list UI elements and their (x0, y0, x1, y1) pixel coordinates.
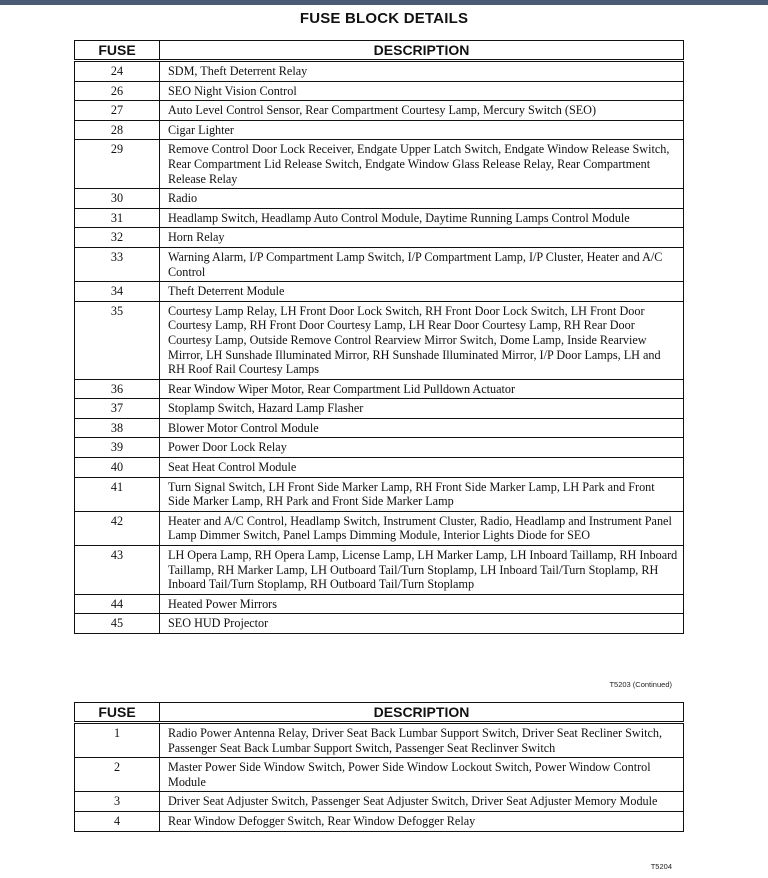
fuse-number: 36 (75, 379, 160, 399)
fuse-number: 39 (75, 438, 160, 458)
fuse-number: 41 (75, 477, 160, 511)
table-row (75, 208, 684, 228)
table-row (75, 811, 684, 831)
fuse-number: 33 (75, 247, 160, 281)
fuse-number: 45 (75, 614, 160, 634)
table-row (75, 614, 684, 634)
fuse-description: Cigar Lighter (160, 120, 684, 140)
fuse-number: 28 (75, 120, 160, 140)
table-row (75, 379, 684, 399)
table-row (75, 101, 684, 121)
fuse-number: 27 (75, 101, 160, 121)
fuse-description: Turn Signal Switch, LH Front Side Marker Lamp, RH Front Side Marker Lamp, LH Park and Front Side Marker Lamp, RH Park and Front Side Marker Lamp (160, 477, 684, 511)
fuse-number: 43 (75, 546, 160, 595)
fuse-number: 35 (75, 301, 160, 379)
table-row (75, 61, 684, 82)
table-row (75, 228, 684, 248)
fuse-description: Radio Power Antenna Relay, Driver Seat Back Lumbar Support Switch, Driver Seat Recliner Switch, Passenger Seat Back Lumbar Support Switch, Passenger Seat Reclinver Switch (160, 723, 684, 758)
column-header-fuse: FUSE (75, 41, 160, 61)
table-2-reference-note: T5204 (650, 862, 672, 871)
fuse-description: Radio (160, 189, 684, 209)
table-row (75, 189, 684, 209)
fuse-description: Stoplamp Switch, Hazard Lamp Flasher (160, 399, 684, 419)
fuse-description: Courtesy Lamp Relay, LH Front Door Lock Switch, RH Front Door Lock Switch, LH Front Door Courtesy Lamp, RH Front Door Courtesy Lamp, LH Rear Door Courtesy Lamp, RH Rear Door Courtesy Lamp, Outside Remove Control Rearview Mirror Switch, Dome Lamp, Inside Rearview Mirror, LH Sunshade Illuminated Mirror, RH Sunshade Illuminated Mirror, I/P Door Lamps, LH and RH Roof Rail Courtesy Lamps (160, 301, 684, 379)
fuse-description: SEO Night Vision Control (160, 81, 684, 101)
fuse-description: Rear Window Wiper Motor, Rear Compartment Lid Pulldown Actuator (160, 379, 684, 399)
table-row (75, 140, 684, 189)
fuse-number: 30 (75, 189, 160, 209)
fuse-description: Auto Level Control Sensor, Rear Compartment Courtesy Lamp, Mercury Switch (SEO) (160, 101, 684, 121)
table-1-reference-note: T5203 (Continued) (609, 680, 672, 689)
fuse-description: Driver Seat Adjuster Switch, Passenger Seat Adjuster Switch, Driver Seat Adjuster Memory Module (160, 792, 684, 812)
table-row (75, 418, 684, 438)
fuse-description: Seat Heat Control Module (160, 458, 684, 478)
column-header-fuse: FUSE (75, 703, 160, 723)
fuse-description: Heater and A/C Control, Headlamp Switch, Instrument Cluster, Radio, Headlamp and Instrument Panel Lamp Dimmer Switch, Panel Lamps Dimming Module, Interior Lights Diode for SEO (160, 511, 684, 545)
table-row (75, 120, 684, 140)
fuse-description: Warning Alarm, I/P Compartment Lamp Switch, I/P Compartment Lamp, I/P Cluster, Heater and A/C Control (160, 247, 684, 281)
top-window-bar (0, 0, 768, 5)
fuse-description: Power Door Lock Relay (160, 438, 684, 458)
fuse-description: Horn Relay (160, 228, 684, 248)
fuse-description: SEO HUD Projector (160, 614, 684, 634)
fuse-description: LH Opera Lamp, RH Opera Lamp, License Lamp, LH Marker Lamp, LH Inboard Taillamp, RH Inboard Taillamp, RH Marker Lamp, LH Outboard Tail/Turn Stoplamp, LH Inboard Tail/Turn Stoplamp, RH Inboard Tail/Turn Stoplamp, RH Outboard Tail/Turn Stoplamp (160, 546, 684, 595)
fuse-number: 42 (75, 511, 160, 545)
fuse-table-2 (74, 702, 684, 832)
table-row (75, 594, 684, 614)
table-header-row (75, 41, 684, 61)
table-row (75, 792, 684, 812)
fuse-number: 1 (75, 723, 160, 758)
fuse-number: 40 (75, 458, 160, 478)
table-row (75, 81, 684, 101)
table-row (75, 282, 684, 302)
column-header-description: DESCRIPTION (160, 41, 684, 61)
table-row (75, 723, 684, 758)
fuse-description: Theft Deterrent Module (160, 282, 684, 302)
fuse-number: 26 (75, 81, 160, 101)
table-row (75, 247, 684, 281)
fuse-description: Blower Motor Control Module (160, 418, 684, 438)
fuse-number: 24 (75, 61, 160, 82)
fuse-description: Master Power Side Window Switch, Power Side Window Lockout Switch, Power Window Control Module (160, 758, 684, 792)
table-row (75, 438, 684, 458)
fuse-number: 31 (75, 208, 160, 228)
fuse-description: SDM, Theft Deterrent Relay (160, 61, 684, 82)
fuse-description: Rear Window Defogger Switch, Rear Window Defogger Relay (160, 811, 684, 831)
fuse-description: Heated Power Mirrors (160, 594, 684, 614)
fuse-number: 34 (75, 282, 160, 302)
fuse-number: 37 (75, 399, 160, 419)
fuse-description: Remove Control Door Lock Receiver, Endgate Upper Latch Switch, Endgate Window Release Switch, Rear Compartment Lid Release Switch, Endgate Window Glass Release Relay, Rear Compartment Release Relay (160, 140, 684, 189)
table-header-row (75, 703, 684, 723)
page-title: FUSE BLOCK DETAILS (299, 10, 469, 27)
table-row (75, 758, 684, 792)
fuse-number: 4 (75, 811, 160, 831)
fuse-number: 44 (75, 594, 160, 614)
table-row (75, 458, 684, 478)
table-row (75, 399, 684, 419)
table-row (75, 301, 684, 379)
fuse-number: 29 (75, 140, 160, 189)
fuse-description: Headlamp Switch, Headlamp Auto Control Module, Daytime Running Lamps Control Module (160, 208, 684, 228)
table-row (75, 511, 684, 545)
table-row (75, 477, 684, 511)
fuse-table-1 (74, 40, 684, 634)
column-header-description: DESCRIPTION (160, 703, 684, 723)
fuse-number: 2 (75, 758, 160, 792)
fuse-number: 32 (75, 228, 160, 248)
table-row (75, 546, 684, 595)
fuse-number: 38 (75, 418, 160, 438)
fuse-number: 3 (75, 792, 160, 812)
